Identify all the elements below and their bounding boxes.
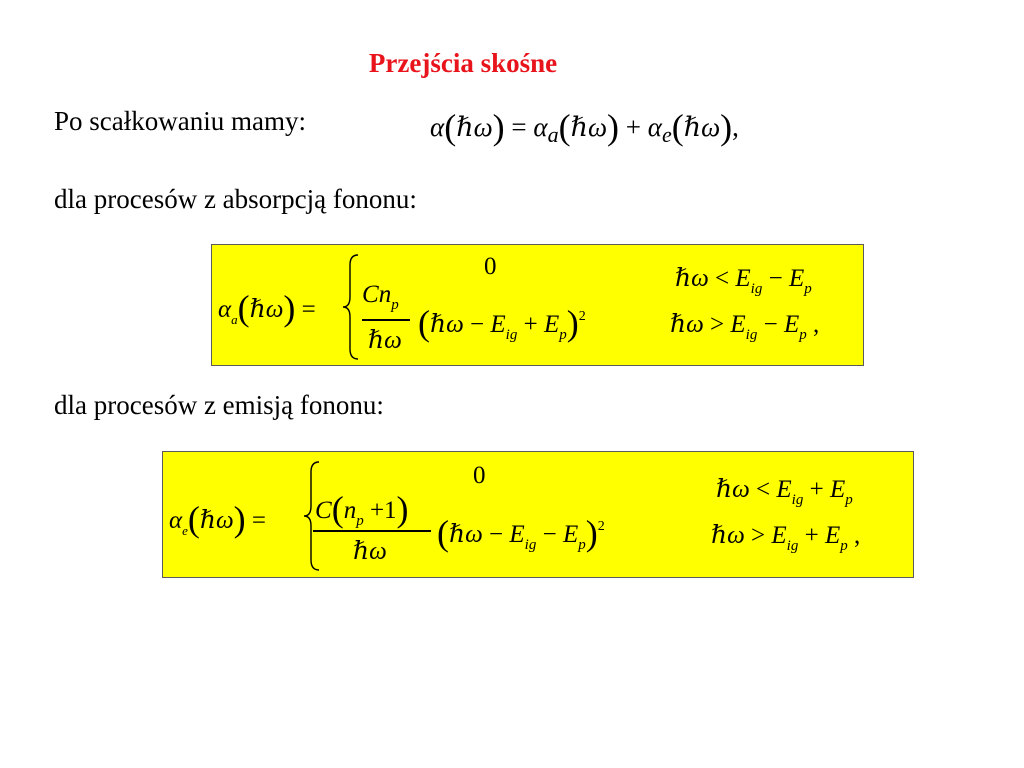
slide-title: Przejścia skośne bbox=[368, 48, 558, 78]
absorption-formula-box: $\alpha_a(\hbar\omega)$ = 0 ℏω < $E_{ig} - E_p$ $Cn_p$ ℏω (ℏω − $E_{ig} + E_p)^2$ ℏω > $E_{ig} - E_p$ , bbox=[211, 244, 864, 366]
emission-text: dla procesów z emisją fononu: bbox=[54, 390, 384, 420]
emission-formula-box: $\alpha_e(\hbar\omega)$ = 0 ℏω < $E_{ig} + E_p$ $C(n_p +1)$ ℏω (ℏω − $E_{ig} - E_p)^2$ ℏω > $E_{ig} + E_p$ , bbox=[162, 451, 914, 578]
fraction-line bbox=[362, 319, 410, 321]
total-absorption-equation: α(ℏω) = $\alpha_a(\hbar\omega)$ + $\alpha_e(\hbar\omega)$, bbox=[430, 107, 739, 147]
absorption-text: dla procesów z absorpcją fononu: bbox=[54, 184, 417, 214]
left-brace bbox=[340, 253, 360, 361]
fraction-line bbox=[313, 530, 431, 532]
intro-text: Po scałkowaniu mamy: bbox=[54, 106, 306, 136]
